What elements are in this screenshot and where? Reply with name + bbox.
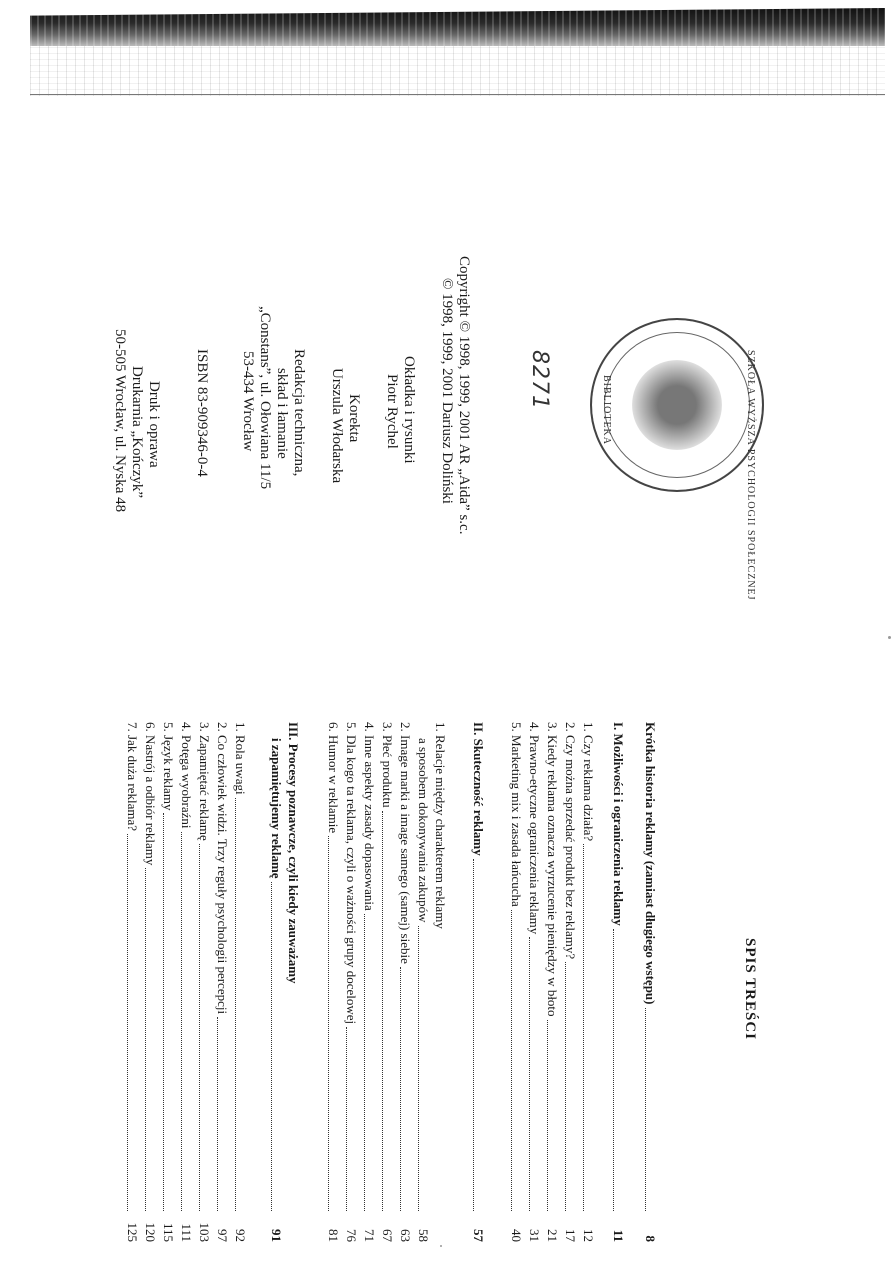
print-address: 50-505 Wrocław, ul. Nyska 48 bbox=[112, 329, 128, 513]
toc-entry-label: 5. Dla kogo ta reklama, czyli o ważności grupy docelowej bbox=[344, 722, 359, 1025]
toc-leader-dots bbox=[473, 859, 474, 1211]
toc-entry-page: 67 bbox=[380, 1229, 395, 1242]
toc-entry-label: a sposobem dokonywania zakupów bbox=[416, 738, 431, 923]
toc-leader-dots bbox=[547, 1020, 548, 1211]
toc-entry-label: 1. Relacje między charakterem reklamy bbox=[433, 722, 448, 929]
toc-entry-page: 11 bbox=[611, 1229, 626, 1242]
toc-entry-label: 2. Image marki a image samego (samej) siebie bbox=[398, 722, 413, 964]
toc-entry bbox=[580, 722, 598, 1242]
toc-leader-dots bbox=[271, 882, 272, 1211]
toc-leader-dots bbox=[529, 937, 530, 1211]
toc-entry-page: 63 bbox=[398, 1229, 413, 1242]
tech-editor-line-3: „Constans”, ul. Ołowiana 11/5 bbox=[257, 306, 273, 490]
toc-entry bbox=[124, 722, 142, 1242]
toc-leader-dots bbox=[418, 926, 419, 1212]
toc-entry-page: 31 bbox=[527, 1229, 542, 1242]
cover-label: Okładka i rysunki bbox=[401, 356, 417, 464]
toc-entry-page: 92 bbox=[233, 1229, 248, 1242]
toc-leader-dots bbox=[382, 811, 383, 1211]
scan-speck bbox=[888, 636, 891, 639]
toc-title: SPIS TREŚCI bbox=[742, 938, 758, 1041]
toc-leader-dots bbox=[400, 967, 401, 1211]
toc-entry bbox=[232, 722, 250, 1242]
toc-entry-label: 3. Płeć produktu bbox=[380, 722, 395, 808]
scan-rule bbox=[30, 94, 885, 95]
toc-entry-page: 40 bbox=[509, 1229, 524, 1242]
toc-entry-page: 91 bbox=[269, 1229, 284, 1242]
stamp-text-bottom: BIBLIOTEKA bbox=[601, 375, 612, 445]
toc-entry bbox=[562, 722, 580, 1242]
toc-entry-label: III. Procesy poznawcze, czyli kiedy zauważamy bbox=[286, 722, 301, 984]
toc-entry bbox=[196, 722, 214, 1242]
toc-leader-dots bbox=[145, 868, 146, 1211]
library-stamp bbox=[590, 318, 764, 601]
proof-label: Korekta bbox=[346, 394, 362, 443]
tech-editor-line-4: 53-434 Wrocław bbox=[240, 351, 256, 452]
toc-entry-label: 4. Prawno-etyczne ograniczenia reklamy bbox=[527, 722, 542, 935]
toc-leader-dots bbox=[645, 1008, 646, 1212]
copyright-line-2: © 1998, 1999, 2001 Dariusz Doliński bbox=[439, 278, 455, 504]
toc-entry-page: 12 bbox=[581, 1229, 596, 1242]
toc-entry bbox=[508, 722, 526, 1242]
toc-entry-label: 3. Kiedy reklama oznacza wyrzucenie pieniędzy w błoto bbox=[545, 722, 560, 1017]
toc-leader-dots bbox=[127, 834, 128, 1211]
toc-entry bbox=[642, 722, 660, 1242]
toc-entry-label: 4. Inne aspekty zasady dopasowania bbox=[362, 722, 377, 911]
toc-entry-label: 6. Nastrój a odbiór reklamy bbox=[143, 722, 158, 866]
print-house: Drukarnia „Kończyk” bbox=[129, 366, 145, 499]
print-label: Druk i oprawa bbox=[146, 381, 162, 468]
toc-entry-page: 8 bbox=[643, 1235, 658, 1242]
toc-entry-page: 21 bbox=[545, 1229, 560, 1242]
toc-entry-page: 111 bbox=[179, 1223, 194, 1242]
handwritten-inventory-number: 8271 bbox=[527, 350, 552, 410]
toc-leader-dots bbox=[163, 813, 164, 1211]
toc-leader-dots bbox=[181, 832, 182, 1211]
toc-entry bbox=[610, 722, 628, 1242]
toc-entry-label: 1. Rola uwagi bbox=[233, 722, 248, 795]
toc-entry bbox=[214, 722, 232, 1242]
toc-leader-dots bbox=[199, 844, 200, 1211]
toc-entry-label: II. Skuteczność reklamy bbox=[471, 722, 486, 856]
toc-entry bbox=[379, 722, 397, 1242]
toc-leader-dots bbox=[565, 962, 566, 1211]
toc-leader-dots bbox=[364, 914, 365, 1211]
toc-entry-label: 2. Czy można sprzedać produkt bez reklamy? bbox=[563, 722, 578, 960]
scan-noise bbox=[30, 46, 885, 96]
toc-entry-label: I. Możliwości i ograniczenia reklamy bbox=[611, 722, 626, 926]
toc-entry bbox=[142, 722, 160, 1242]
toc-entry bbox=[526, 722, 544, 1242]
scan-speck bbox=[440, 1245, 442, 1247]
toc-leader-dots bbox=[328, 836, 329, 1211]
toc-entry bbox=[544, 722, 562, 1242]
toc-entry-label: 2. Co człowiek widzi. Trzy reguły psychologii percepcji bbox=[215, 722, 230, 1015]
toc-entry bbox=[268, 722, 286, 1242]
toc-entry bbox=[397, 722, 415, 1242]
toc-entry-page: 125 bbox=[125, 1222, 140, 1242]
tech-editor-line-1: Redakcja techniczna, bbox=[291, 349, 307, 477]
toc-entry-label: 1. Czy reklama działa? bbox=[581, 722, 596, 842]
toc-entry-page: 17 bbox=[563, 1229, 578, 1242]
toc-entry-label: 5. Język reklamy bbox=[161, 722, 176, 811]
toc-entry bbox=[470, 722, 488, 1242]
tech-editor-line-2: skład i łamanie bbox=[274, 368, 290, 459]
toc-entry-page: 76 bbox=[344, 1229, 359, 1242]
proof-author: Urszula Włodarska bbox=[329, 368, 345, 484]
toc-entry-label: 7. Jak duża reklama? bbox=[125, 722, 140, 832]
cover-author: Piotr Rychel bbox=[384, 374, 400, 449]
toc-entry-page: 97 bbox=[215, 1229, 230, 1242]
toc-leader-dots bbox=[346, 1027, 347, 1211]
table-of-contents bbox=[60, 722, 660, 1242]
toc-leader-dots bbox=[511, 910, 512, 1211]
toc-leader-dots bbox=[583, 844, 584, 1211]
toc-entry-label: 6. Humor w reklamie bbox=[326, 722, 341, 834]
toc-entry-label: i zapamiętujemy reklamę bbox=[269, 738, 284, 879]
toc-entry bbox=[343, 722, 361, 1242]
toc-entry bbox=[160, 722, 178, 1242]
toc-entry bbox=[361, 722, 379, 1242]
toc-leader-dots bbox=[613, 929, 614, 1211]
toc-entry-label: Krótka historia reklamy (zamiast długiego wstępu) bbox=[643, 722, 658, 1005]
copyright-line-1: Copyright © 1998, 1999, 2001 AR „Aida” s.c. bbox=[456, 256, 472, 535]
stamp-text-ring bbox=[592, 320, 762, 601]
toc-entry-page: 81 bbox=[326, 1229, 341, 1242]
toc-entry-label: 5. Marketing mix i zasada łańcucha bbox=[509, 722, 524, 907]
toc-entry-page: 120 bbox=[143, 1222, 158, 1242]
toc-entry bbox=[415, 722, 433, 1242]
toc-entry-page: 71 bbox=[362, 1229, 377, 1242]
isbn: ISBN 83-909346-0-4 bbox=[194, 349, 210, 477]
toc-entry bbox=[178, 722, 196, 1242]
toc-entry-page: 115 bbox=[161, 1222, 176, 1242]
toc-entry-page: 57 bbox=[471, 1229, 486, 1242]
toc-entry bbox=[285, 722, 303, 1242]
stamp-text-top: SZKOŁA WYŻSZA PSYCHOLOGII SPOŁECZNEJ bbox=[745, 350, 756, 601]
scan-edge-band bbox=[30, 8, 885, 46]
toc-entry-label: 4. Potęga wyobraźni bbox=[179, 722, 194, 829]
toc-entry-page: 103 bbox=[197, 1222, 212, 1242]
toc-entry bbox=[432, 722, 450, 1242]
toc-entry bbox=[325, 722, 343, 1242]
toc-entry-label: 3. Zapamiętać reklamę bbox=[197, 722, 212, 841]
imprint-page bbox=[42, 256, 472, 796]
toc-leader-dots bbox=[217, 1017, 218, 1211]
toc-entry-page: 58 bbox=[416, 1229, 431, 1242]
toc-leader-dots bbox=[235, 798, 236, 1211]
